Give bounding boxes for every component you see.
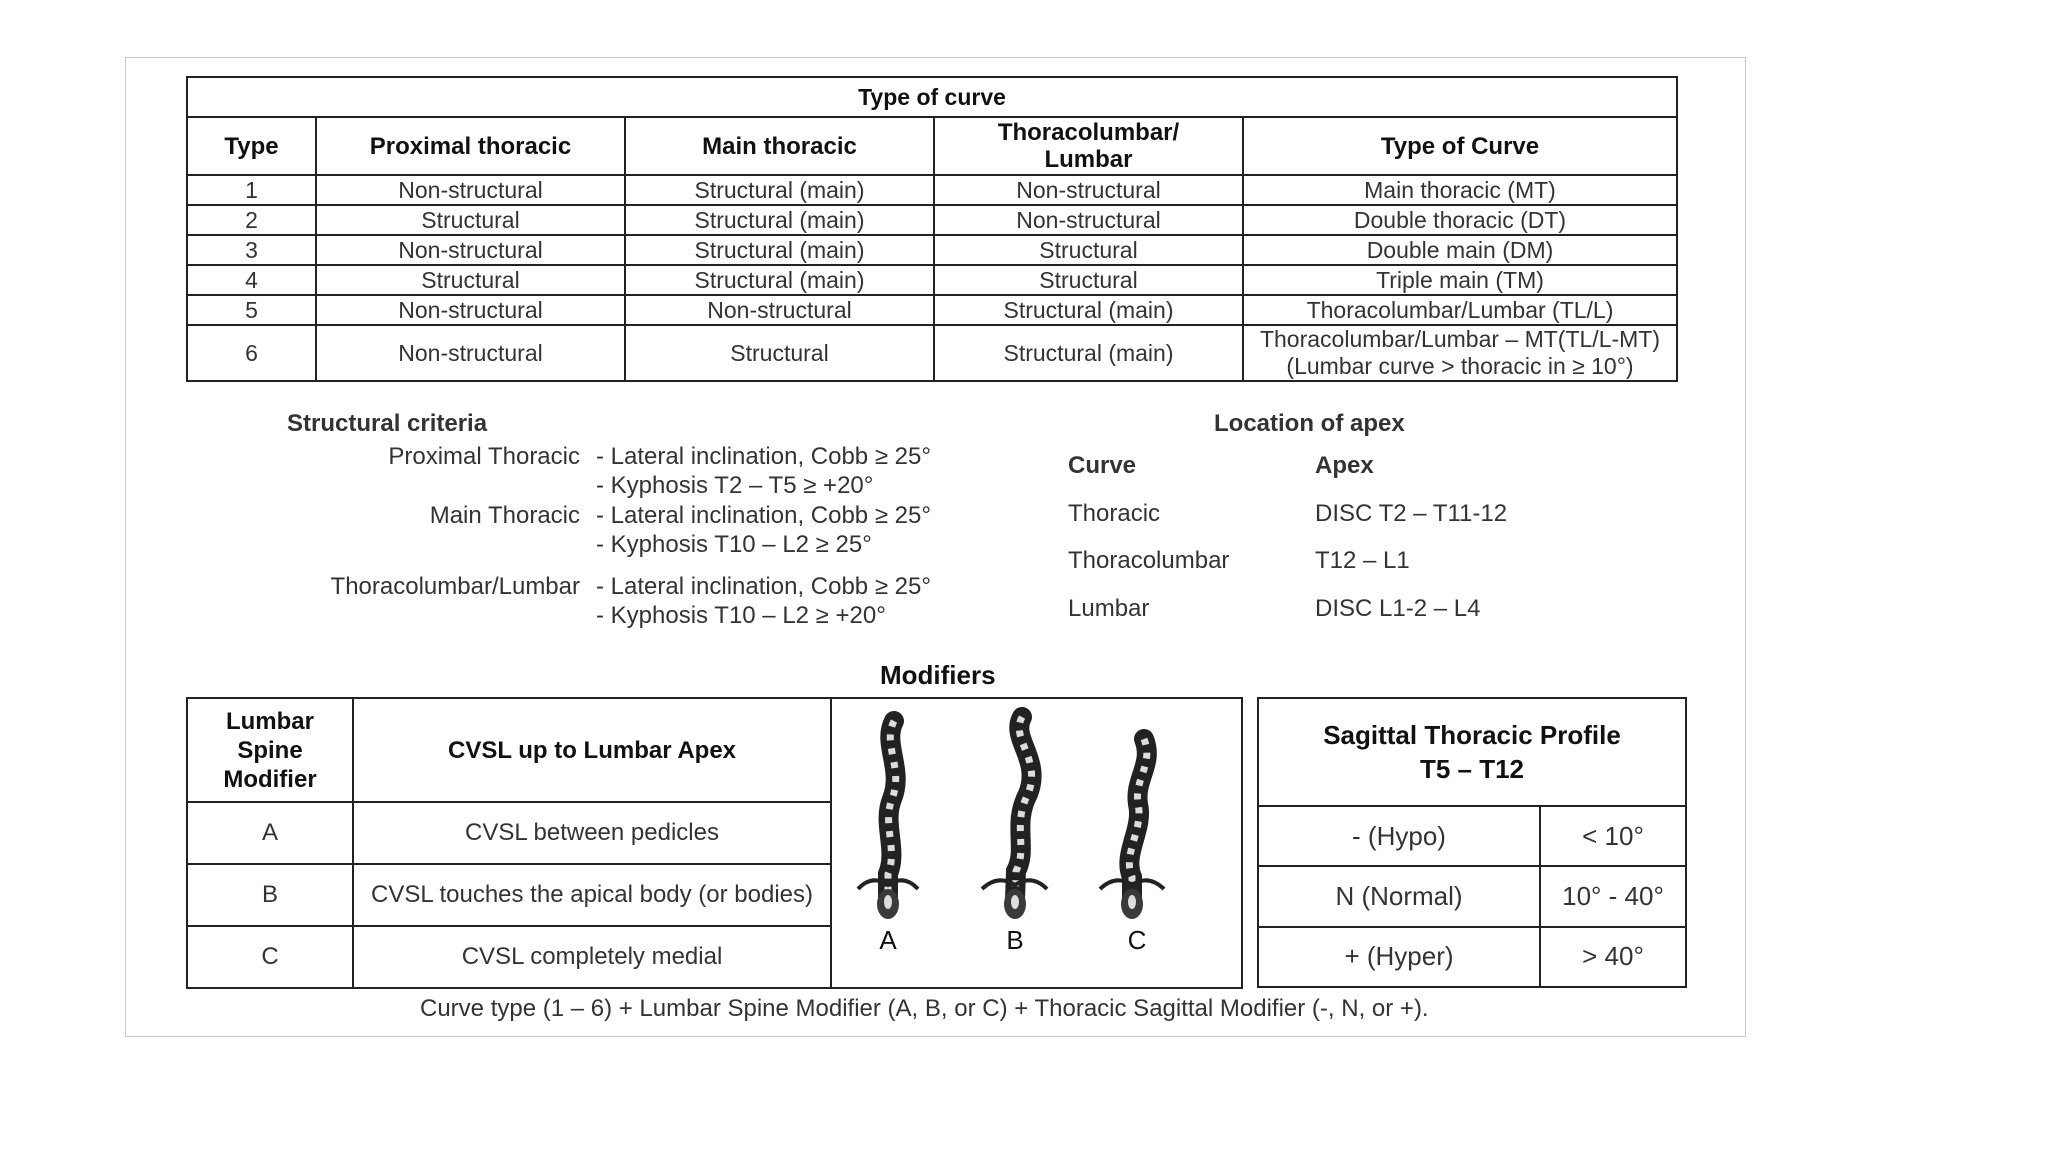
- cell: 4: [187, 265, 316, 295]
- cell: 3: [187, 235, 316, 265]
- table-caption: Type of curve: [187, 77, 1677, 117]
- criteria-line: - Lateral inclination, Cobb ≥ 25°: [596, 573, 931, 600]
- table-row: [187, 295, 1677, 325]
- range-cell: < 10°: [1540, 806, 1686, 866]
- header-line: Sagittal Thoracic Profile: [1323, 720, 1621, 750]
- criteria-region-proximal: Proximal Thoracic: [388, 443, 580, 470]
- spine-drawings: [832, 699, 1243, 988]
- cell: Non-structural: [934, 175, 1243, 205]
- apex-col-curve: Curve: [1068, 452, 1137, 479]
- cell: 1: [187, 175, 316, 205]
- criteria-line: - Kyphosis T10 – L2 ≥ 25°: [596, 531, 872, 558]
- table-row: [187, 265, 1677, 295]
- header-line: T5 – T12: [1419, 754, 1525, 784]
- spine-a-drawing: [858, 721, 918, 919]
- structural-criteria-title: Structural criteria: [287, 410, 488, 437]
- header-main-thoracic: Main thoracic: [625, 117, 934, 175]
- cell: Structural: [316, 265, 625, 295]
- modifier-cell: C: [187, 926, 353, 988]
- footer-formula: Curve type (1 – 6) + Lumbar Spine Modifier (A, B, or C) + Thoracic Sagittal Modifier (-, N, or +).: [420, 995, 1429, 1022]
- cvsl-cell: CVSL between pedicles: [353, 802, 831, 864]
- cell: Structural (main): [625, 235, 934, 265]
- header-sagittal: [1258, 698, 1686, 806]
- spine-label-b: B: [1006, 925, 1024, 955]
- spine-label-a: A: [879, 925, 897, 955]
- modifiers-title: Modifiers: [880, 660, 996, 690]
- apex-curve: Thoracolumbar: [1068, 547, 1230, 574]
- cell: Triple main (TM): [1243, 265, 1677, 295]
- cell: Structural: [625, 325, 934, 381]
- header-lumbar-spine-modifier: Lumbar Spine Modifier: [187, 698, 353, 802]
- cell: Non-structural: [316, 175, 625, 205]
- apex-value: DISC T2 – T11-12: [1315, 500, 1508, 527]
- cell: Structural (main): [625, 205, 934, 235]
- criteria-line: - Lateral inclination, Cobb ≥ 25°: [596, 443, 931, 470]
- criteria-region-main: Main Thoracic: [429, 502, 580, 529]
- criteria-region-thoracolumbar: Thoracolumbar/Lumbar: [330, 573, 580, 600]
- apex-curve: Thoracic: [1068, 500, 1161, 527]
- cell-line: (Lumbar curve > thoracic in ≥ 10°): [1286, 353, 1634, 379]
- apex-value: DISC L1-2 – L4: [1315, 595, 1481, 622]
- table-row: [187, 175, 1677, 205]
- table-row: [1258, 866, 1686, 926]
- cell: 2: [187, 205, 316, 235]
- cell: Non-structural: [316, 235, 625, 265]
- criteria-line: - Lateral inclination, Cobb ≥ 25°: [596, 502, 931, 529]
- lumbar-modifier-table: [186, 697, 1243, 989]
- header-proximal-thoracic: Proximal thoracic: [316, 117, 625, 175]
- modifier-cell: A: [187, 802, 353, 864]
- cvsl-cell: CVSL touches the apical body (or bodies): [353, 864, 831, 926]
- cell: 6: [187, 325, 316, 381]
- criteria-line: - Kyphosis T10 – L2 ≥ +20°: [596, 602, 886, 629]
- range-cell: 10° - 40°: [1540, 866, 1686, 926]
- cell: Structural: [934, 265, 1243, 295]
- header-type: Type: [187, 117, 316, 175]
- header-type-of-curve: Type of Curve: [1243, 117, 1677, 175]
- spine-b-drawing: [982, 717, 1047, 919]
- table-row: [187, 235, 1677, 265]
- spine-label-c: C: [1127, 925, 1147, 955]
- criteria-line: - Kyphosis T2 – T5 ≥ +20°: [596, 472, 874, 499]
- cell: Double main (DM): [1243, 235, 1677, 265]
- header-cvsl: CVSL up to Lumbar Apex: [353, 698, 831, 802]
- cell: Non-structural: [625, 295, 934, 325]
- spine-c-drawing: [1100, 739, 1164, 919]
- cell: Structural (main): [934, 325, 1243, 381]
- range-cell: > 40°: [1540, 927, 1686, 987]
- header-thoracolumbar: Thoracolumbar/ Lumbar: [934, 117, 1243, 175]
- apex-curve: Lumbar: [1068, 595, 1150, 622]
- modifier-cell: B: [187, 864, 353, 926]
- cvsl-cell: CVSL completely medial: [353, 926, 831, 988]
- cell: Structural: [316, 205, 625, 235]
- cell-line: Thoracolumbar/Lumbar – MT(TL/L-MT): [1259, 326, 1661, 352]
- apex-title: Location of apex: [1214, 410, 1405, 437]
- cell: Thoracolumbar/Lumbar (TL/L): [1243, 295, 1677, 325]
- apex-col-apex: Apex: [1315, 452, 1374, 479]
- cell: Non-structural: [934, 205, 1243, 235]
- sagittal-thoracic-table: [1257, 697, 1687, 988]
- table-row: [1258, 806, 1686, 866]
- cell-type-6: [1243, 325, 1677, 381]
- curve-type-table: [186, 76, 1678, 382]
- cell: Structural (main): [625, 265, 934, 295]
- table-row: [1258, 927, 1686, 987]
- profile-cell: N (Normal): [1258, 866, 1540, 926]
- cell: Structural: [934, 235, 1243, 265]
- cell: Double thoracic (DT): [1243, 205, 1677, 235]
- table-row: [187, 325, 1677, 381]
- cell: Main thoracic (MT): [1243, 175, 1677, 205]
- table-row: [187, 205, 1677, 235]
- cell: Non-structural: [316, 295, 625, 325]
- cell: Structural (main): [934, 295, 1243, 325]
- cell: 5: [187, 295, 316, 325]
- spine-illustrations: [831, 698, 1242, 988]
- profile-cell: - (Hypo): [1258, 806, 1540, 866]
- cell: Non-structural: [316, 325, 625, 381]
- apex-value: T12 – L1: [1315, 547, 1410, 574]
- profile-cell: + (Hyper): [1258, 927, 1540, 987]
- cell: Structural (main): [625, 175, 934, 205]
